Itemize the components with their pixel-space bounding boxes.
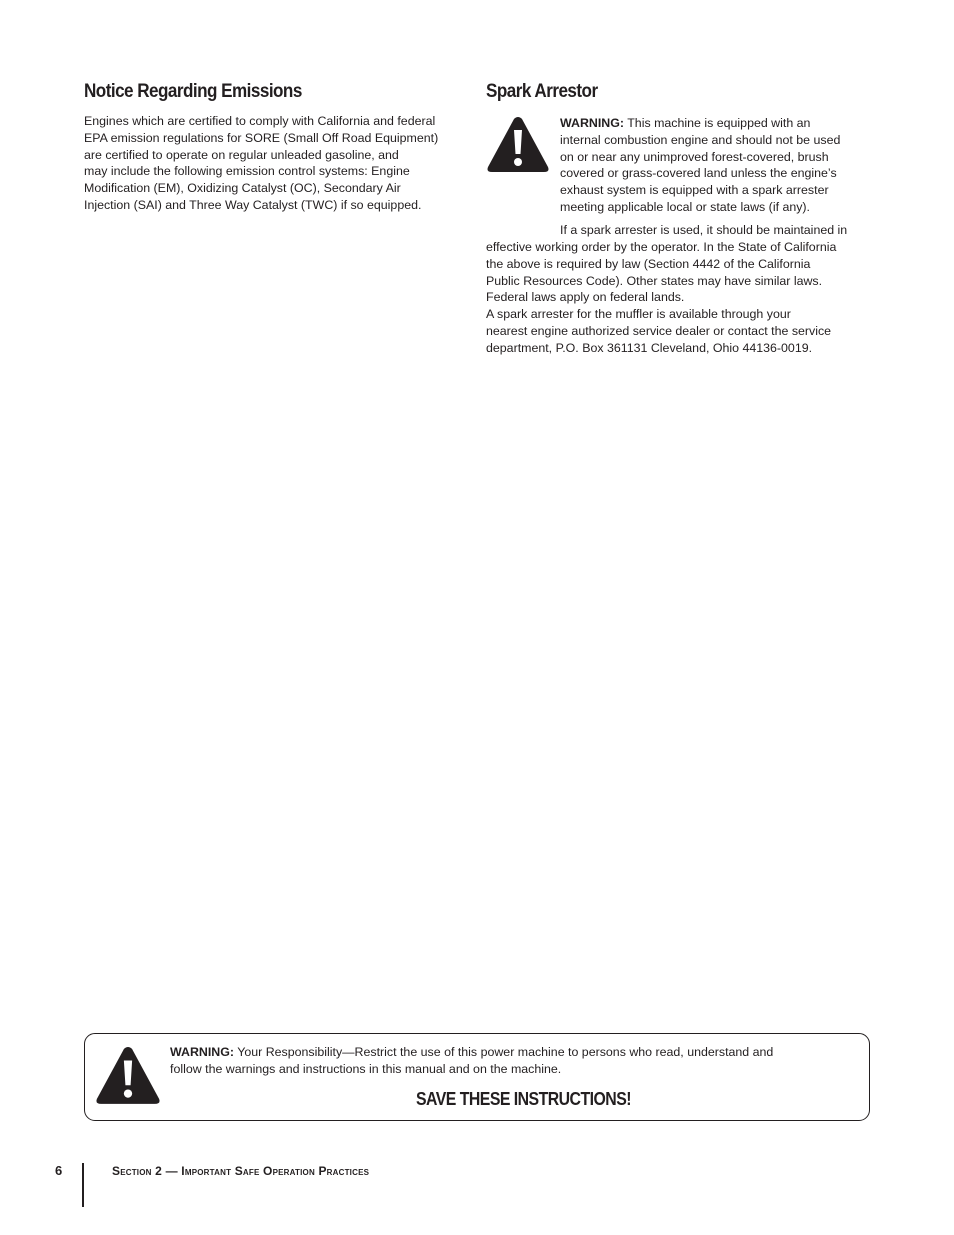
warning-triangle-icon [486,116,550,174]
emissions-heading: Notice Regarding Emissions [84,81,302,102]
spark-line: Public Resources Code). Other states may have similar laws. [486,273,823,288]
spark-warning-line [560,115,840,132]
warning-label: WARNING: [170,1045,235,1059]
spark-paragraph [486,239,836,357]
spark-line: nearest engine authorized service dealer or contact the service [486,323,832,338]
save-instructions-banner: SAVE THESE INSTRUCTIONS! [416,1089,631,1109]
responsibility-warning-text [170,1044,773,1078]
page-number: 6 [55,1163,63,1178]
emissions-line: EPA emission regulations for SORE (Small Off Road Equipment) [84,130,439,145]
spark-warning-line: exhaust system is equipped with a spark arrester [560,183,829,198]
spark-line: A spark arrester for the muffler is available through your [486,307,791,322]
responsibility-line [170,1044,773,1061]
spark-line: Federal laws apply on federal lands. [486,290,685,305]
spark-line: department, P.O. Box 361131 Cleveland, Ohio 44136-0019. [486,340,813,355]
spark-warning-line: meeting applicable local or state laws (if any). [560,199,810,214]
spark-line: the above is required by law (Section 4442 of the California [486,256,811,271]
responsibility-text: Your Responsibility—Restrict the use of this power machine to persons who read, understand and [234,1045,774,1059]
spark-warning-line: covered or grass-covered land unless the engine’s [560,166,837,181]
emissions-line: Engines which are certified to comply with California and federal [84,114,436,128]
responsibility-line: follow the warnings and instructions in this manual and on the machine. [170,1061,562,1076]
warning-triangle-icon [94,1046,162,1106]
warning-label: WARNING: [560,116,625,130]
emissions-line: may include the following emission control systems: Engine [84,164,410,179]
footer-divider [82,1163,84,1207]
emissions-line: Injection (SAI) and Three Way Catalyst (TWC) if so equipped. [84,197,422,212]
section-title: Section 2 — Important Safe Operation Practices [112,1164,370,1178]
spark-warning-paragraph [560,115,840,216]
spark-line: effective working order by the operator. In the State of California [486,240,837,254]
spark-para2-first-line: If a spark arrester is used, it should be maintained in [560,223,848,237]
warning-text: This machine is equipped with an [624,116,811,130]
spark-warning-line: on or near any unimproved forest-covered, brush [560,149,829,164]
emissions-line: are certified to operate on regular unleaded gasoline, and [84,147,399,162]
spark-arrestor-heading: Spark Arrestor [486,81,598,102]
spark-warning-line: internal combustion engine and should not be used [560,132,841,147]
emissions-line: Modification (EM), Oxidizing Catalyst (OC), Secondary Air [84,181,401,196]
emissions-paragraph [84,113,438,214]
